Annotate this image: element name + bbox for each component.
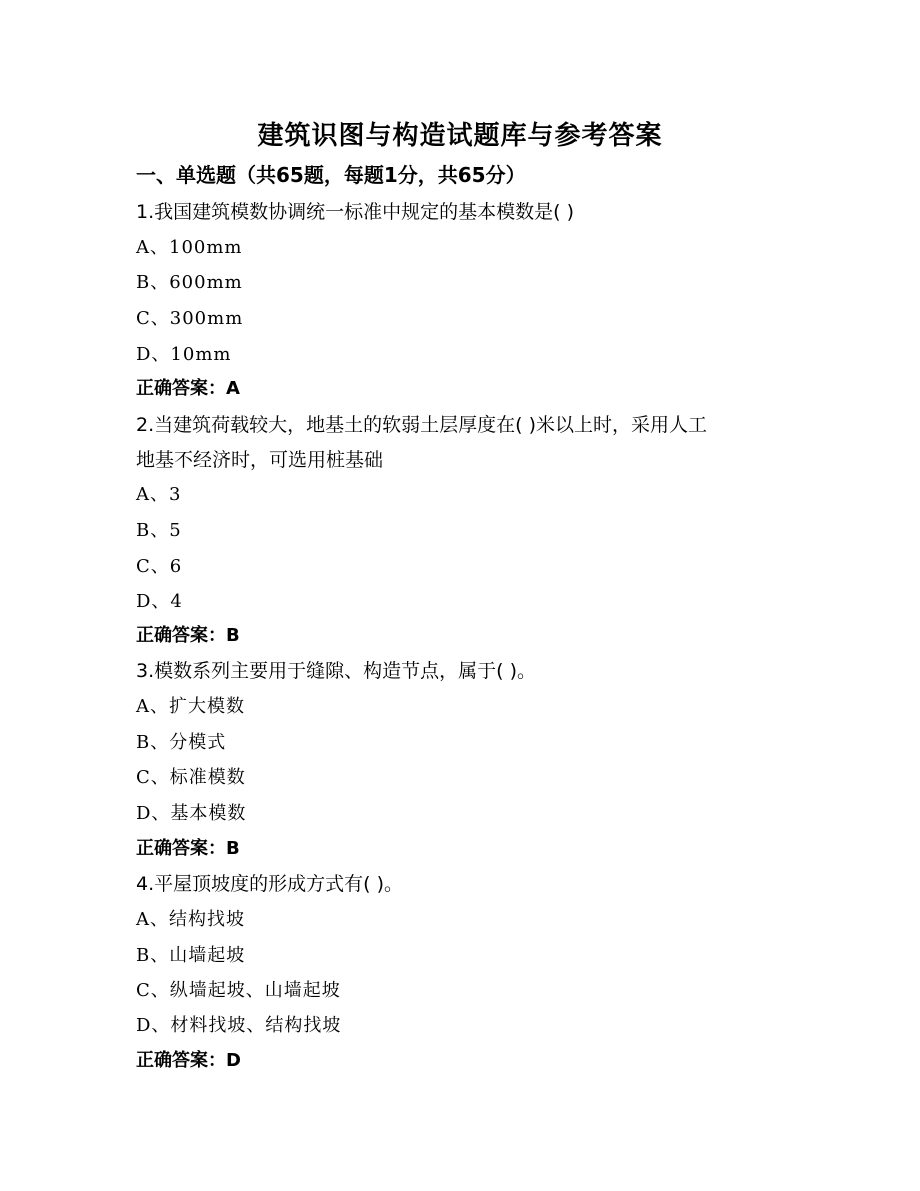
document-title: 建筑识图与构造试题库与参考答案 — [257, 121, 663, 151]
question-2-option-a: A、3 — [136, 484, 182, 505]
question-1-answer: 正确答案：A — [136, 378, 240, 399]
question-2-option-d: D、4 — [136, 591, 183, 612]
section-heading: 一、单选题（共65题，每题1分，共65分） — [136, 163, 526, 187]
question-1-option-c: C、300mm — [136, 308, 244, 329]
question-1-option-d: D、10mm — [136, 344, 232, 365]
question-2-stem-line2: 地基不经济时，可选用桩基础 — [136, 449, 384, 471]
question-3-answer: 正确答案：B — [136, 838, 240, 859]
question-4-option-a: A、结构找坡 — [136, 909, 245, 930]
question-3-option-a: A、扩大模数 — [136, 696, 245, 717]
question-3-option-b: B、分模式 — [136, 732, 227, 753]
question-4-answer: 正确答案：D — [136, 1050, 241, 1071]
question-3-option-c: C、标准模数 — [136, 767, 246, 788]
question-2-option-c: C、6 — [136, 556, 183, 577]
question-2-answer: 正确答案：B — [136, 625, 240, 646]
question-1-option-a: A、100mm — [136, 237, 243, 258]
question-3-option-d: D、基本模数 — [136, 803, 247, 824]
question-4-option-d: D、材料找坡、结构找坡 — [136, 1015, 342, 1036]
question-3-stem: 3.模数系列主要用于缝隙、构造节点，属于( )。 — [136, 660, 536, 682]
question-2-stem-line1: 2.当建筑荷载较大，地基土的软弱土层厚度在( )米以上时，采用人工 — [136, 414, 707, 436]
question-4-option-c: C、纵墙起坡、山墙起坡 — [136, 980, 341, 1001]
question-1-option-b: B、600mm — [136, 272, 243, 293]
question-2-option-b: B、5 — [136, 520, 182, 541]
question-4-stem: 4.平屋顶坡度的形成方式有( )。 — [136, 873, 403, 895]
question-1-stem: 1.我国建筑模数协调统一标准中规定的基本模数是( ) — [136, 201, 574, 223]
question-4-option-b: B、山墙起坡 — [136, 945, 246, 966]
